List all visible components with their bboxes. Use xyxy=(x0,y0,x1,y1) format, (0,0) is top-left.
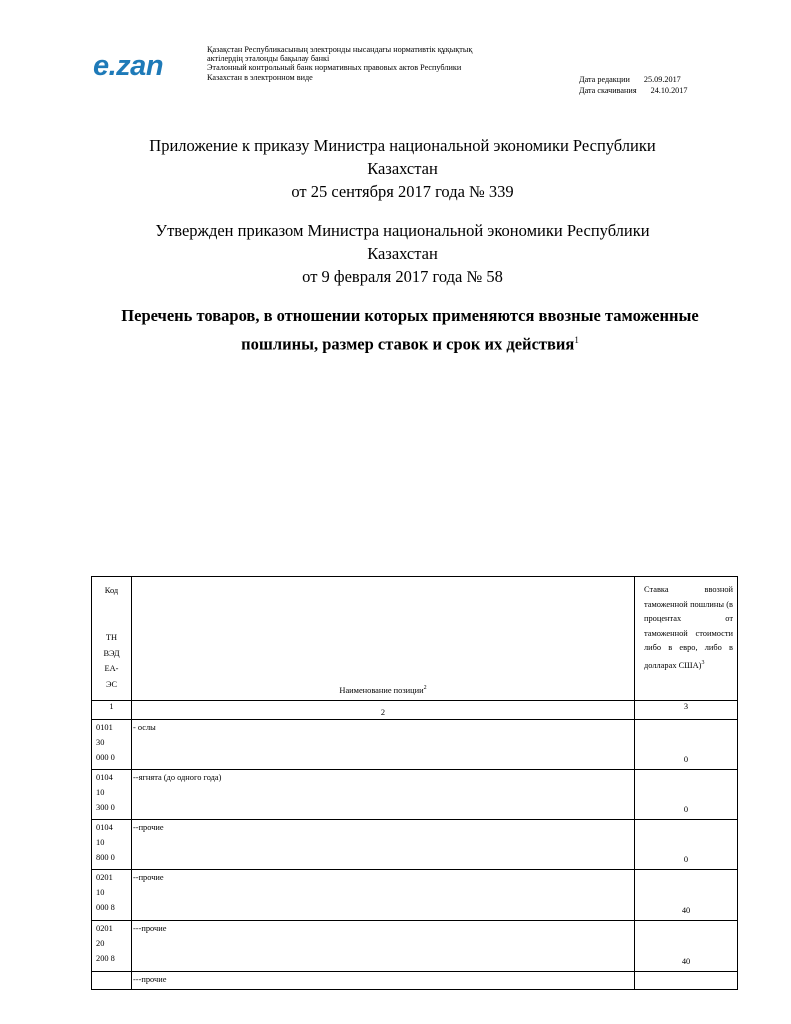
header-code-label: Код xyxy=(104,586,119,595)
source-description xyxy=(207,45,552,82)
code-line: 20 xyxy=(96,939,105,948)
code-line: 0201 xyxy=(96,924,113,933)
table-row xyxy=(92,820,738,870)
table-row xyxy=(92,921,738,972)
code-cell xyxy=(92,972,132,990)
approved-line: от 9 февраля 2017 года № 58 xyxy=(302,267,503,286)
code-line: 200 8 xyxy=(96,954,115,963)
appendix-line: Приложение к приказу Министра национальной экономики Республики xyxy=(149,136,656,155)
code-cell xyxy=(92,921,132,972)
header-name-cell xyxy=(132,577,635,701)
code-cell xyxy=(92,720,132,770)
column-number: 3 xyxy=(635,701,738,720)
code-cell xyxy=(92,870,132,921)
code-line: 30 xyxy=(96,738,105,747)
ezan-logo: e.zan xyxy=(93,50,164,82)
header-rate-label: Ставка ввозной таможенной пошлины (в процентах от таможенной стоимости либо в евро, либо в долларах США) xyxy=(644,585,733,670)
table-row xyxy=(92,720,738,770)
appendix-line: Казахстан xyxy=(367,159,438,178)
header-code-line: ЕА- xyxy=(104,664,119,673)
source-line: Эталонный контрольный банк нормативных правовых актов Республики xyxy=(207,63,462,73)
code-line: 0201 xyxy=(96,873,113,882)
rate-cell: 0 xyxy=(635,820,738,870)
rate-cell: 40 xyxy=(635,921,738,972)
header-code-line: ТН xyxy=(105,633,118,642)
header-name-label: Наименование позиции xyxy=(339,686,424,695)
table-header-row xyxy=(92,577,738,701)
approved-line: Казахстан xyxy=(367,244,438,263)
code-line: 0101 xyxy=(96,723,113,732)
code-line: 000 8 xyxy=(96,903,115,912)
rate-cell: 0 xyxy=(635,720,738,770)
source-line: актілердің эталонды бақылау банкі xyxy=(207,54,330,64)
column-number: 2 xyxy=(132,701,635,720)
header-code-cell xyxy=(92,577,132,701)
appendix-line: от 25 сентября 2017 года № 339 xyxy=(291,182,514,201)
name-cell: - ослы xyxy=(132,720,635,770)
tariff-table xyxy=(91,576,738,990)
name-cell: ---прочие xyxy=(132,972,635,990)
header-code-line: ЭС xyxy=(105,679,118,689)
document-title xyxy=(80,303,740,357)
code-line: 300 0 xyxy=(96,803,115,812)
code-line: 800 0 xyxy=(96,853,115,862)
title-line: Перечень товаров, в отношении которых применяются ввозные таможенные xyxy=(121,306,699,325)
approved-line: Утвержден приказом Министра национальной экономики Республики xyxy=(155,221,650,240)
table-row xyxy=(92,972,738,990)
rate-cell: 0 xyxy=(635,770,738,820)
header-code-line: ВЭД xyxy=(103,648,120,658)
rate-cell: 40 xyxy=(635,870,738,921)
footnote-mark: 3 xyxy=(701,659,705,666)
code-line: 000 0 xyxy=(96,753,115,762)
code-line: 10 xyxy=(96,788,105,797)
column-number: 1 xyxy=(92,701,132,720)
source-line: Қазақстан Республикасының электронды нысандағы нормативтік құқықтық xyxy=(207,45,473,54)
title-line: пошлины, размер ставок и срок их действия xyxy=(241,334,575,354)
source-line: Казахстан в электронном виде xyxy=(207,72,313,82)
download-date: 24.10.2017 xyxy=(650,85,688,95)
footnote-mark: 1 xyxy=(574,335,579,345)
name-cell: ---прочие xyxy=(132,921,635,972)
code-cell xyxy=(92,770,132,820)
appendix-block xyxy=(95,134,710,203)
rate-cell xyxy=(635,972,738,990)
footnote-mark: 2 xyxy=(423,685,427,692)
approved-block xyxy=(95,219,710,288)
code-line: 10 xyxy=(96,888,105,897)
code-line: 0104 xyxy=(96,823,113,832)
code-cell xyxy=(92,820,132,870)
column-number-row xyxy=(92,701,738,720)
name-cell: --прочие xyxy=(132,870,635,921)
table-row xyxy=(92,770,738,820)
name-cell: --прочие xyxy=(132,820,635,870)
download-label: Дата скачивания xyxy=(579,85,637,95)
code-line: 0104 xyxy=(96,773,113,782)
code-line: 10 xyxy=(96,838,105,847)
header-rate-cell xyxy=(635,577,738,701)
name-cell: --ягнята (до одного года) xyxy=(132,770,635,820)
table-row xyxy=(92,870,738,921)
dates-block xyxy=(579,75,687,96)
edition-label: Дата редакции xyxy=(579,75,630,84)
edition-date: 25.09.2017 xyxy=(643,75,681,84)
